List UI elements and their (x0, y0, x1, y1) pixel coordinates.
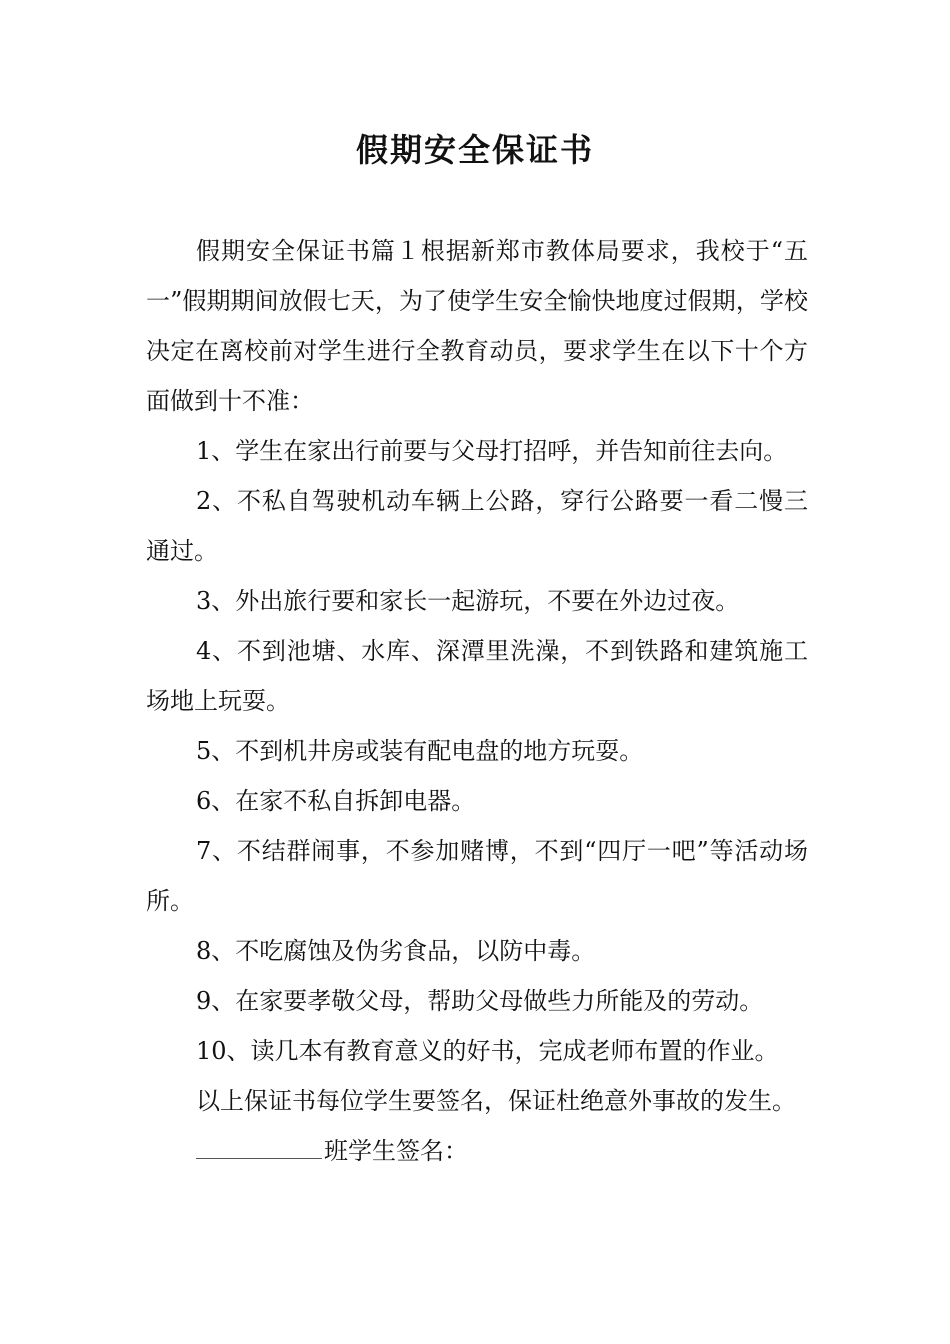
rule-item-2: 2、不私自驾驶机动车辆上公路，穿行公路要一看二慢三通过。 (146, 487, 808, 565)
rule-item-5: 5、不到机井房或装有配电盘的地方玩耍。 (196, 737, 644, 765)
rule-item-9: 9、在家要孝敬父母，帮助父母做些力所能及的劳动。 (196, 987, 764, 1015)
rule-item-4: 4、不到池塘、水库、深潭里洗澡，不到铁路和建筑施工场地上玩耍。 (146, 637, 808, 715)
rule-item-1: 1、学生在家出行前要与父母打招呼，并告知前往去向。 (196, 437, 788, 465)
document-title: 假期安全保证书 (355, 131, 594, 169)
rule-item-3: 3、外出旅行要和家长一起游玩，不要在外边过夜。 (196, 587, 740, 615)
rule-item-6: 6、在家不私自拆卸电器。 (196, 787, 476, 815)
rule-item-10: 10、读几本有教育意义的好书，完成老师布置的作业。 (196, 1037, 779, 1065)
closing-paragraph: 以上保证书每位学生要签名，保证杜绝意外事故的发生。 (196, 1087, 796, 1115)
document-body (146, 226, 808, 1176)
rule-item-8: 8、不吃腐蚀及伪劣食品，以防中毒。 (196, 937, 596, 965)
intro-paragraph: 假期安全保证书篇１根据新郑市教体局要求，我校于“五一”假期期间放假七天，为了使学生安全愉快地度过假期，学校决定在离校前对学生进行全教育动员，要求学生在以下十个方面做到十不准： (146, 237, 808, 415)
class-name-blank[interactable] (196, 1130, 322, 1159)
rule-item-7: 7、不结群闹事，不参加赌博，不到“四厅一吧”等活动场所。 (146, 837, 808, 915)
signature-label: 班学生签名： (324, 1137, 468, 1165)
signature-line (146, 1126, 808, 1176)
